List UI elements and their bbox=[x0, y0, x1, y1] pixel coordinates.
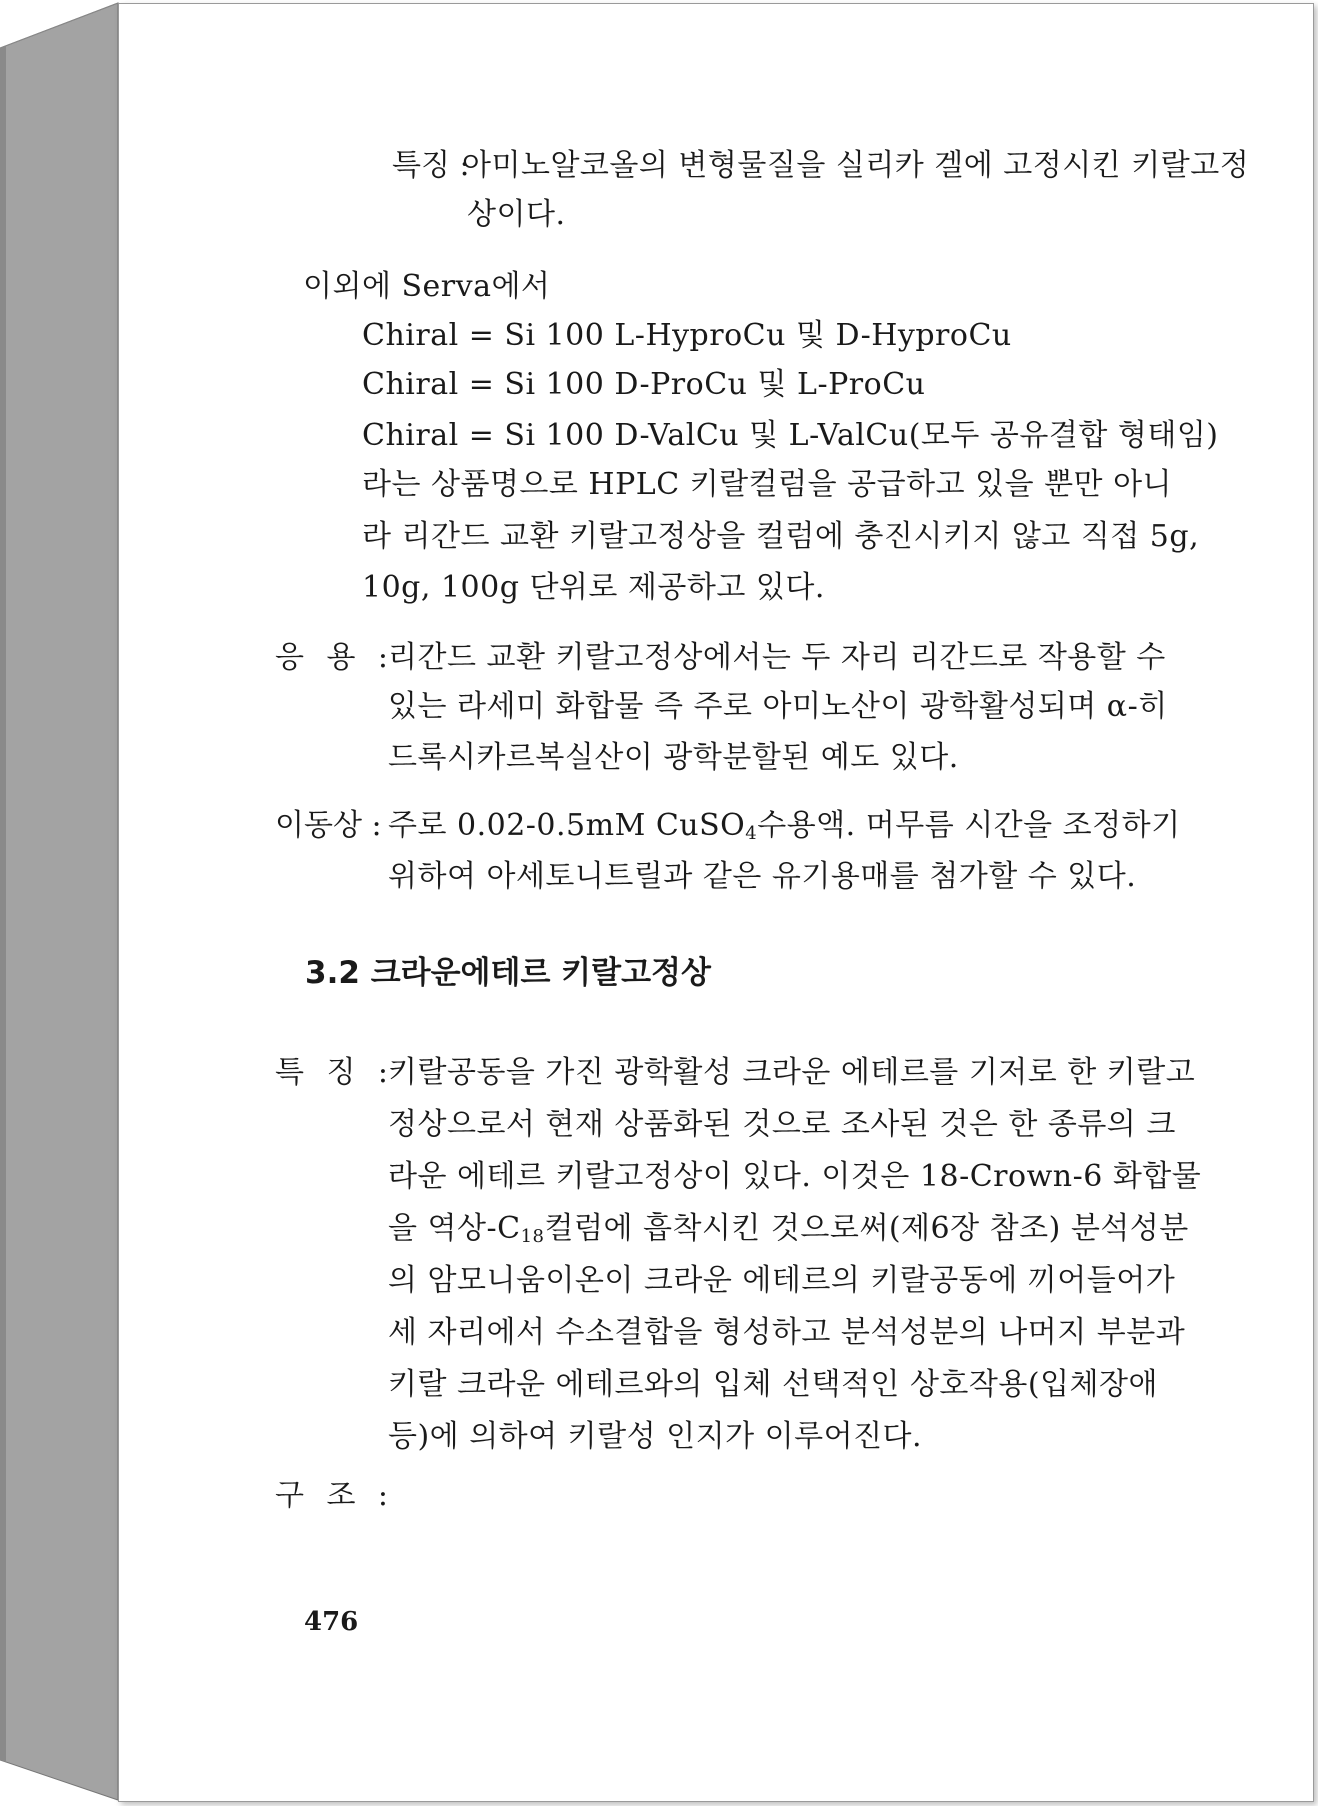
feature-line-3: 라운 에테르 키랄고정상이 있다. 이것은 18-Crown-6 화합물 bbox=[388, 1159, 1202, 1194]
intro-line-1: 아미노알코올의 변형물질을 실리카 겔에 고정시킨 키랄고정 bbox=[462, 148, 1250, 183]
book-page bbox=[118, 3, 1314, 1802]
serva-product-3: Chiral = Si 100 D-ValCu 및 L-ValCu(모두 공유결합 형태임) bbox=[362, 418, 1219, 453]
feature-line-6: 세 자리에서 수소결합을 형성하고 분석성분의 나머지 부분과 bbox=[388, 1315, 1186, 1350]
page-number: 476 bbox=[304, 1607, 359, 1637]
structure-label: 구 조 : bbox=[275, 1478, 388, 1513]
serva-desc-1: 라는 상품명으로 HPLC 키랄컬럼을 공급하고 있을 뿐만 아니 bbox=[362, 467, 1173, 502]
feature-line-5: 의 암모니움이온이 크라운 에테르의 키랄공동에 끼어들어가 bbox=[388, 1263, 1176, 1298]
application-label: 응 용 : bbox=[275, 640, 388, 675]
feature-line-4: 을 역상$-C_{18}$ 컬럼에 흡착시킨 것으로써(제6장 참조) 분석성분 bbox=[388, 1211, 1189, 1247]
serva-desc-3: 10g, 100g 단위로 제공하고 있다. bbox=[362, 570, 825, 605]
serva-lead: 이외에 Serva에서 bbox=[303, 269, 551, 304]
mobile-phase-line-1: 주로 0.02-0.5mM CuSO$_4$ 수용액. 머무름 시간을 조정하기 bbox=[388, 808, 1181, 844]
mobile-phase-line-2: 위하여 아세토니트릴과 같은 유기용매를 첨가할 수 있다. bbox=[388, 859, 1137, 894]
feature-line-8: 등)에 의하여 키랄성 인지가 이루어진다. bbox=[388, 1419, 923, 1454]
feature-label: 특 징 : bbox=[275, 1055, 388, 1090]
application-line-1: 리간드 교환 키랄고정상에서는 두 자리 리간드로 작용할 수 bbox=[388, 640, 1166, 675]
serva-product-2: Chiral = Si 100 D-ProCu 및 L-ProCu bbox=[362, 367, 926, 402]
application-line-2: 있는 라세미 화합물 즉 주로 아미노산이 광학활성되며 α-히 bbox=[388, 689, 1168, 724]
feature-line-1: 키랄공동을 가진 광학활성 크라운 에테르를 기저로 한 키랄고 bbox=[388, 1055, 1196, 1090]
mobile-phase-label: 이동상 : bbox=[275, 808, 382, 843]
intro-line-2: 상이다. bbox=[467, 197, 566, 232]
serva-desc-2: 라 리간드 교환 키랄고정상을 컬럼에 충진시키지 않고 직접 5g, bbox=[362, 519, 1200, 554]
serva-product-1: Chiral = Si 100 L-HyproCu 및 D-HyproCu bbox=[362, 318, 1012, 353]
intro-label: 특징 : bbox=[392, 148, 470, 183]
feature-line-2: 정상으로서 현재 상품화된 것으로 조사된 것은 한 종류의 크 bbox=[388, 1107, 1176, 1142]
section-heading: 3.2 크라운에테르 키랄고정상 bbox=[305, 955, 711, 991]
application-line-3: 드록시카르복실산이 광학분할된 예도 있다. bbox=[388, 740, 959, 775]
feature-line-7: 키랄 크라운 에테르와의 입체 선택적인 상호작용(입체장애 bbox=[388, 1367, 1158, 1402]
